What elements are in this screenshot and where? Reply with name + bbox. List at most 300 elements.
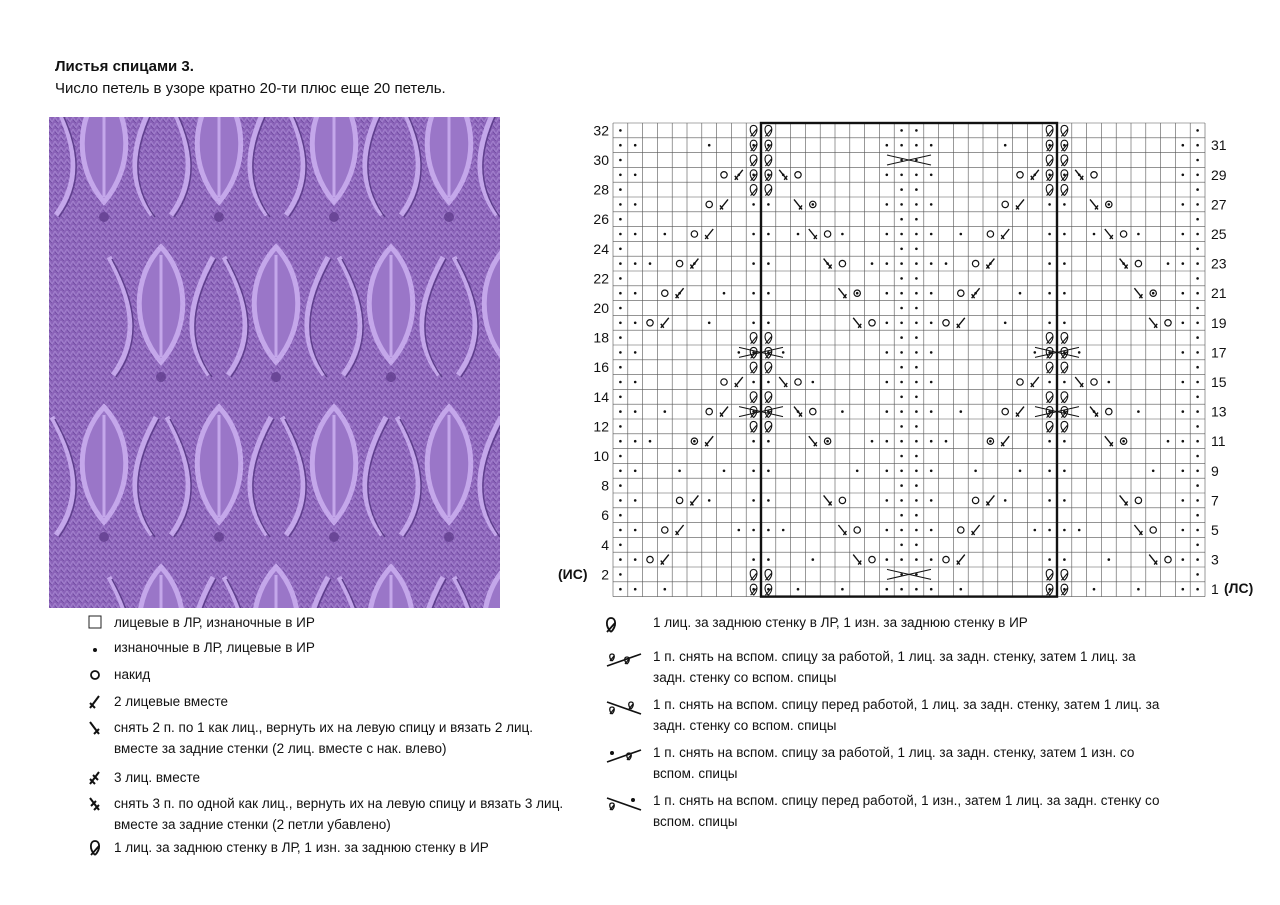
chart-grid xyxy=(555,115,1275,605)
purl-dot xyxy=(1063,233,1066,236)
k2tog-mark xyxy=(1031,170,1039,180)
purl-dot xyxy=(900,188,903,191)
purl-dot xyxy=(930,529,933,532)
purl-dot xyxy=(1004,144,1007,147)
ssk-mark xyxy=(824,495,832,505)
yarn-over-mark xyxy=(691,231,697,237)
purl-dot xyxy=(619,484,622,487)
purl-dot xyxy=(664,233,667,236)
purl-dot xyxy=(767,322,770,325)
purl-dot xyxy=(1063,440,1066,443)
purl-dot xyxy=(989,440,992,443)
purl-dot xyxy=(930,262,933,265)
yarn-over-mark xyxy=(810,408,816,414)
purl-dot xyxy=(1182,588,1185,591)
purl-dot xyxy=(900,336,903,339)
ssk-mark xyxy=(1090,199,1098,209)
ssk-mark xyxy=(1090,407,1098,417)
purl-dot xyxy=(634,351,637,354)
row-number-right: 23 xyxy=(1211,255,1227,272)
side-label-wrong-side: (ИС) xyxy=(558,566,588,582)
row-number-right: 19 xyxy=(1211,314,1227,331)
twisted-cross-left-icon xyxy=(603,696,645,720)
swatch-illustration xyxy=(49,117,500,608)
purl-dot xyxy=(915,174,918,177)
purl-dot xyxy=(812,381,815,384)
purl-dot xyxy=(915,425,918,428)
yarn-over-icon xyxy=(86,664,106,686)
purl-dot xyxy=(1182,499,1185,502)
purl-dot xyxy=(767,529,770,532)
purl-dot xyxy=(767,558,770,561)
k3tog-icon xyxy=(86,767,106,789)
purl-dot xyxy=(915,159,918,162)
purl-dot xyxy=(619,351,622,354)
purl-dot xyxy=(886,351,889,354)
purl-dot xyxy=(886,322,889,325)
k2tog-mark xyxy=(690,259,698,269)
purl-dot xyxy=(915,514,918,517)
k2tog-mark xyxy=(972,288,980,298)
k2tog-mark xyxy=(735,170,743,180)
purl-dot xyxy=(856,470,859,473)
twisted-stitch-mark xyxy=(1061,569,1068,580)
purl-dot xyxy=(619,410,622,413)
ssk-mark xyxy=(1105,436,1113,446)
ssk-mark xyxy=(809,229,817,239)
k2tog-mark xyxy=(986,259,994,269)
yarn-over-mark xyxy=(854,527,860,533)
purl-dot xyxy=(752,499,755,502)
twisted-stitch-mark xyxy=(1061,155,1068,166)
yarn-over-mark xyxy=(943,556,949,562)
purl-dot xyxy=(619,425,622,428)
twisted-stitch-mark xyxy=(1061,333,1068,344)
purl-dot xyxy=(915,129,918,132)
purl-dot xyxy=(634,322,637,325)
yarn-over-mark xyxy=(1165,556,1171,562)
yarn-over-mark xyxy=(1002,201,1008,207)
purl-dot xyxy=(634,499,637,502)
yarn-over-mark xyxy=(795,379,801,385)
purl-dot xyxy=(886,440,889,443)
purl-dot xyxy=(1182,322,1185,325)
purl-dot xyxy=(915,440,918,443)
purl-dot xyxy=(708,322,711,325)
ssk-mark xyxy=(1105,229,1113,239)
yarn-over-mark xyxy=(1165,320,1171,326)
yarn-over-mark xyxy=(662,290,668,296)
purl-dot xyxy=(1196,159,1199,162)
k2tog-mark xyxy=(957,555,965,565)
purl-dot xyxy=(752,529,755,532)
k2tog-mark xyxy=(676,525,684,535)
purl-dot xyxy=(915,277,918,280)
purl-dot xyxy=(723,470,726,473)
purl-dot xyxy=(1019,470,1022,473)
purl-dot xyxy=(619,277,622,280)
purl-dot xyxy=(826,440,829,443)
purl-dot xyxy=(1063,203,1066,206)
twisted-stitch-mark xyxy=(765,333,772,344)
purl-dot xyxy=(900,440,903,443)
purl-dot xyxy=(619,144,622,147)
k2tog-mark xyxy=(720,407,728,417)
row-number-right: 11 xyxy=(1211,433,1226,450)
legend-cross-stitches xyxy=(603,612,1163,838)
purl-dot xyxy=(900,248,903,251)
purl-dot xyxy=(930,410,933,413)
purl-dot xyxy=(930,440,933,443)
yarn-over-mark xyxy=(1135,260,1141,266)
twisted-stitch-mark xyxy=(1061,125,1068,136)
purl-dot xyxy=(1152,292,1155,295)
purl-dot xyxy=(619,262,622,265)
k2tog-mark xyxy=(972,525,980,535)
purl-dot xyxy=(634,440,637,443)
purl-dot xyxy=(915,573,918,576)
purl-dot xyxy=(1196,544,1199,547)
purl-dot xyxy=(812,203,815,206)
purl-dot xyxy=(1196,588,1199,591)
twisted-stitch-mark xyxy=(750,392,757,403)
row-number-right: 17 xyxy=(1211,344,1227,361)
purl-dot xyxy=(1048,440,1051,443)
purl-dot xyxy=(886,470,889,473)
purl-dot xyxy=(619,440,622,443)
purl-dot xyxy=(1048,381,1051,384)
purl-dot xyxy=(619,129,622,132)
purl-dot xyxy=(1152,470,1155,473)
purl-dot xyxy=(1196,366,1199,369)
purl-dot xyxy=(1048,233,1051,236)
yarn-over-mark xyxy=(972,497,978,503)
purl-dot xyxy=(634,233,637,236)
legend-item: 1 лиц. за заднюю стенку в ЛР, 1 изн. за заднюю стенку в ИР xyxy=(603,612,1163,646)
purl-dot xyxy=(1048,558,1051,561)
yarn-over-mark xyxy=(721,172,727,178)
purl-dot xyxy=(886,381,889,384)
purl-dot xyxy=(915,588,918,591)
purl-dot xyxy=(900,322,903,325)
k2tog-mark xyxy=(661,555,669,565)
purl-dot xyxy=(752,203,755,206)
purl-dot xyxy=(738,529,741,532)
twisted-stitch-mark xyxy=(765,362,772,373)
twisted-stitch-icon xyxy=(86,837,106,859)
purl-dot xyxy=(619,529,622,532)
purl-dot xyxy=(1182,144,1185,147)
purl-dot xyxy=(1196,203,1199,206)
purl-dot xyxy=(915,558,918,561)
row-number-left: 4 xyxy=(601,536,609,553)
purl-dot xyxy=(900,262,903,265)
ssk-mark xyxy=(824,259,832,269)
purl-dot xyxy=(915,410,918,413)
purl-dot xyxy=(1182,470,1185,473)
purl-dot xyxy=(900,484,903,487)
yarn-over-mark xyxy=(869,556,875,562)
row-number-left: 24 xyxy=(593,240,609,257)
purl-dot xyxy=(915,529,918,532)
purl-dot xyxy=(915,248,918,251)
k2tog-mark xyxy=(1016,199,1024,209)
purl-dot xyxy=(1196,573,1199,576)
yarn-over-mark xyxy=(1017,172,1023,178)
ssk-mark xyxy=(809,436,817,446)
purl-dot xyxy=(900,381,903,384)
purl-dot xyxy=(1196,440,1199,443)
purl-dot xyxy=(1182,351,1185,354)
purl-dot xyxy=(960,410,963,413)
purl-dot xyxy=(812,558,815,561)
purl-dot xyxy=(1048,499,1051,502)
purl-dot xyxy=(797,233,800,236)
twisted-stitch-mark xyxy=(765,185,772,196)
yarn-over-mark xyxy=(706,408,712,414)
k2tog-mark xyxy=(720,199,728,209)
ssk-mark xyxy=(1149,318,1157,328)
twisted-stitch-mark xyxy=(1046,185,1053,196)
purl-dot xyxy=(886,203,889,206)
purl-dot xyxy=(930,144,933,147)
row-number-right: 13 xyxy=(1211,403,1227,420)
purl-dot xyxy=(1196,188,1199,191)
purl-dot xyxy=(900,292,903,295)
ssk-mark xyxy=(1134,525,1142,535)
row-number-left: 30 xyxy=(593,152,609,168)
purl-dot xyxy=(634,174,637,177)
purl-dot xyxy=(752,558,755,561)
purl-dot xyxy=(930,233,933,236)
row-number-right: 25 xyxy=(1211,226,1227,242)
purl-dot xyxy=(1182,529,1185,532)
purl-dot xyxy=(619,336,622,339)
purl-dot xyxy=(1182,440,1185,443)
purl-dot xyxy=(1196,410,1199,413)
purl-dot xyxy=(1048,529,1051,532)
purl-dot xyxy=(900,307,903,310)
purl-dot xyxy=(1196,425,1199,428)
purl-dot xyxy=(1063,470,1066,473)
purl-dot xyxy=(900,529,903,532)
purl-dot xyxy=(915,292,918,295)
purl-dot xyxy=(1122,440,1125,443)
purl-dot xyxy=(1078,351,1081,354)
purl-dot xyxy=(797,588,800,591)
purl-dot xyxy=(1108,558,1111,561)
purl-dot xyxy=(619,174,622,177)
pattern-stitch-count: Число петель в узоре кратно 20-ти плюс еще 20 петель. xyxy=(55,80,446,97)
twisted-stitch-mark xyxy=(1061,421,1068,432)
purl-dot xyxy=(930,470,933,473)
purl-dot xyxy=(1048,470,1051,473)
purl-dot xyxy=(900,588,903,591)
k2tog-mark xyxy=(957,318,965,328)
knitted-swatch-photo xyxy=(49,117,500,608)
purl-dot xyxy=(1196,322,1199,325)
purl-dot xyxy=(915,351,918,354)
purl-dot xyxy=(915,544,918,547)
dot-icon xyxy=(86,637,106,659)
yarn-over-mark xyxy=(676,260,682,266)
purl-dot xyxy=(886,262,889,265)
purl-dot xyxy=(752,292,755,295)
purl-dot xyxy=(930,499,933,502)
legend-item: 1 п. снять на вспом. спицу перед работой, 1 изн., затем 1 лиц. за задн. стенку со вспом. спицы xyxy=(603,790,1163,838)
yarn-over-mark xyxy=(869,320,875,326)
purl-dot xyxy=(960,588,963,591)
purl-dot xyxy=(915,366,918,369)
purl-dot xyxy=(782,351,785,354)
twisted-stitch-mark xyxy=(750,569,757,580)
purl-dot xyxy=(1196,248,1199,251)
twisted-stitch-mark xyxy=(1046,392,1053,403)
row-number-right: 9 xyxy=(1211,462,1219,479)
purl-dot xyxy=(767,292,770,295)
purl-dot xyxy=(1182,203,1185,206)
twisted-stitch-mark xyxy=(750,185,757,196)
row-number-right: 15 xyxy=(1211,374,1227,390)
purl-dot xyxy=(856,292,859,295)
twisted-stitch-mark xyxy=(1046,125,1053,136)
ssk-mark xyxy=(779,170,787,180)
purl-dot xyxy=(1137,588,1140,591)
purl-dot xyxy=(1196,484,1199,487)
twisted-stitch-mark xyxy=(1061,362,1068,373)
purl-dot xyxy=(900,470,903,473)
purl-dot xyxy=(945,440,948,443)
purl-dot xyxy=(634,588,637,591)
purl-dot xyxy=(752,233,755,236)
yarn-over-mark xyxy=(958,527,964,533)
yarn-over-mark xyxy=(1150,527,1156,533)
purl-dot xyxy=(915,381,918,384)
purl-dot xyxy=(900,233,903,236)
legend-item: 1 п. снять на вспом. спицу за работой, 1 лиц. за задн. стенку, затем 1 лиц. за задн. стенку со вспом. спицы xyxy=(603,646,1163,694)
purl-dot xyxy=(1196,218,1199,221)
purl-dot xyxy=(1137,233,1140,236)
purl-dot xyxy=(619,588,622,591)
purl-dot xyxy=(915,218,918,221)
row-number-right: 5 xyxy=(1211,522,1219,538)
purl-dot xyxy=(1196,351,1199,354)
purl-dot xyxy=(1196,292,1199,295)
yarn-over-mark xyxy=(1106,408,1112,414)
ssk-mark xyxy=(794,199,802,209)
purl-dot xyxy=(1196,262,1199,265)
purl-dot xyxy=(871,440,874,443)
purl-dot xyxy=(619,322,622,325)
purl-dot xyxy=(900,277,903,280)
purl-dot xyxy=(767,499,770,502)
purl-dot xyxy=(915,455,918,458)
row-number-right: 21 xyxy=(1211,285,1227,302)
k2tog-mark xyxy=(705,436,713,446)
purl-dot xyxy=(886,558,889,561)
purl-dot xyxy=(619,396,622,399)
purl-dot xyxy=(767,381,770,384)
purl-dot xyxy=(930,588,933,591)
twisted-stitch-mark xyxy=(1046,155,1053,166)
purl-dot xyxy=(723,292,726,295)
purl-dot xyxy=(1063,322,1066,325)
twisted-stitch-mark xyxy=(750,125,757,136)
purl-dot xyxy=(1196,307,1199,310)
purl-dot xyxy=(1196,558,1199,561)
twisted-stitch-mark xyxy=(1061,392,1068,403)
purl-dot xyxy=(1196,277,1199,280)
row-number-left: 20 xyxy=(593,300,609,316)
legend-item: изнаночные в ЛР, лицевые в ИР xyxy=(86,637,566,664)
legend-item: снять 2 п. по 1 как лиц., вернуть их на левую спицу и вязать 2 лиц. вместе за задние стенки (2 лиц. вместе с нак. влево) xyxy=(86,717,566,767)
row-number-right: 3 xyxy=(1211,551,1219,568)
twisted-stitch-mark xyxy=(1061,185,1068,196)
purl-dot xyxy=(900,129,903,132)
ssk-mark xyxy=(838,525,846,535)
purl-dot xyxy=(634,470,637,473)
purl-dot xyxy=(1182,262,1185,265)
purl-dot xyxy=(619,248,622,251)
purl-dot xyxy=(619,292,622,295)
purl-dot xyxy=(930,381,933,384)
purl-dot xyxy=(619,470,622,473)
purl-dot xyxy=(945,262,948,265)
k2tog-mark xyxy=(735,377,743,387)
purl-dot xyxy=(1063,529,1066,532)
legend-item: 3 лиц. вместе xyxy=(86,767,566,793)
yarn-over-mark xyxy=(1091,379,1097,385)
purl-dot xyxy=(930,558,933,561)
purl-dot xyxy=(1108,381,1111,384)
purl-dot xyxy=(693,440,696,443)
k2tog-mark xyxy=(986,495,994,505)
purl-dot xyxy=(915,336,918,339)
purl-dot xyxy=(708,144,711,147)
row-number-right: 29 xyxy=(1211,166,1227,183)
purl-dot xyxy=(619,514,622,517)
purl-dot xyxy=(915,322,918,325)
purl-dot xyxy=(619,381,622,384)
purl-dot xyxy=(1063,499,1066,502)
row-number-right: 31 xyxy=(1211,137,1227,154)
ssk-mark xyxy=(1149,555,1157,565)
legend-item: лицевые в ЛР, изнаночные в ИР xyxy=(86,612,566,637)
k2tog-mark xyxy=(1031,377,1039,387)
purl-dot xyxy=(900,174,903,177)
legend-item: накид xyxy=(86,664,566,691)
purl-dot xyxy=(634,203,637,206)
purl-dot xyxy=(915,470,918,473)
yarn-over-mark xyxy=(662,527,668,533)
purl-dot xyxy=(752,470,755,473)
purl-dot xyxy=(915,262,918,265)
purl-dot xyxy=(767,470,770,473)
ssk-mark xyxy=(853,555,861,565)
purl-dot xyxy=(619,573,622,576)
purl-dot xyxy=(915,396,918,399)
purl-dot xyxy=(708,499,711,502)
twisted-stitch-mark xyxy=(765,569,772,580)
k2tog-mark xyxy=(705,229,713,239)
purl-dot xyxy=(841,233,844,236)
purl-dot xyxy=(619,159,622,162)
purl-dot xyxy=(767,440,770,443)
purl-dot xyxy=(1196,396,1199,399)
row-number-left: 8 xyxy=(601,477,609,494)
purl-dot xyxy=(1004,322,1007,325)
yarn-over-mark xyxy=(647,556,653,562)
